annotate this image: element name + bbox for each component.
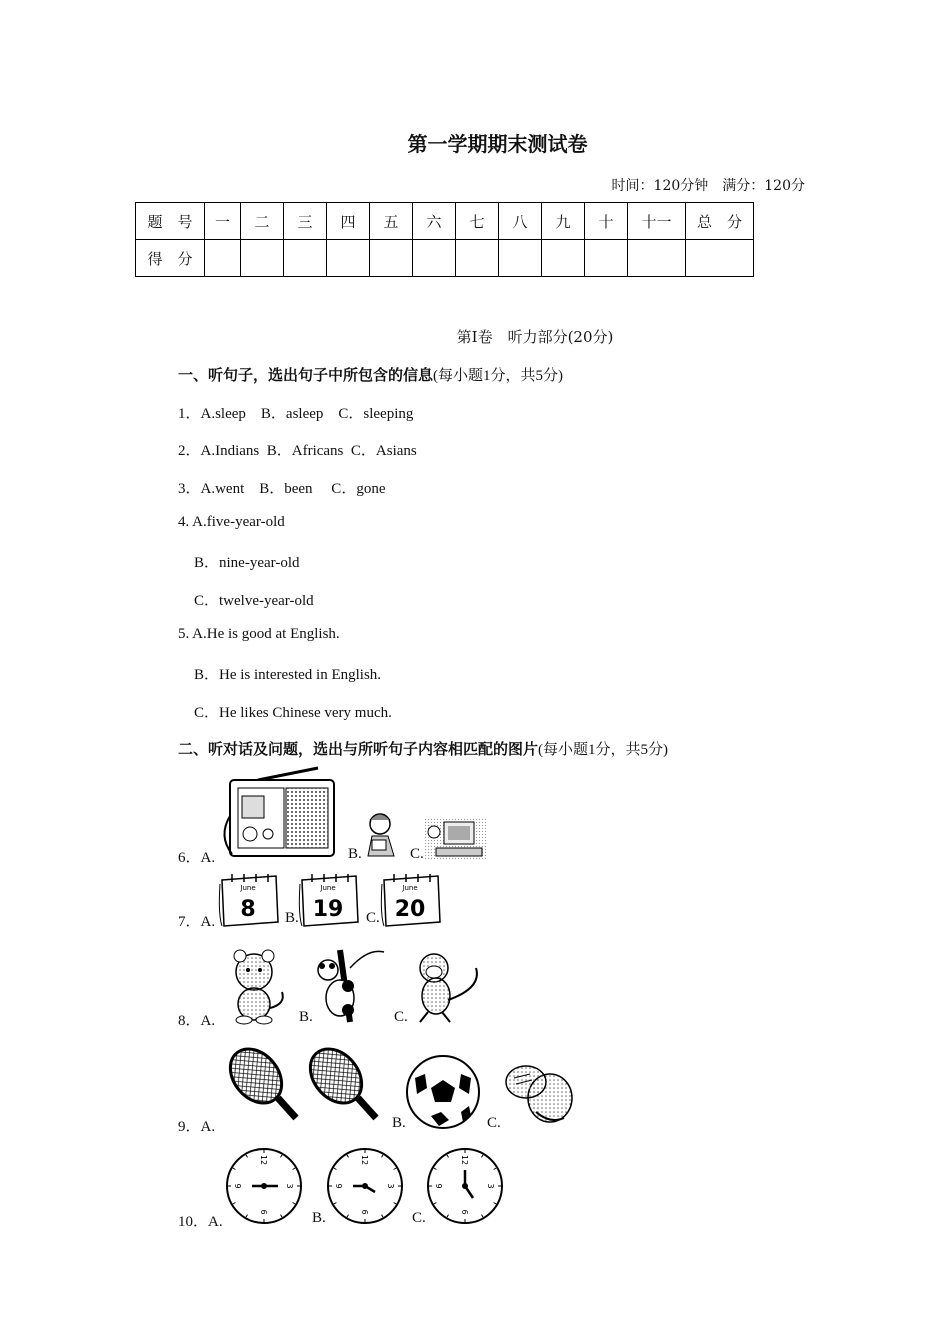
score-header-cell: 十 <box>585 203 628 240</box>
clock-numeral: 6 <box>259 1209 268 1215</box>
calendar-day: 19 <box>312 897 344 922</box>
clock-numeral: 12 <box>259 1154 268 1166</box>
clock-icon[interactable] <box>227 1149 301 1223</box>
clock-icon[interactable] <box>328 1149 402 1223</box>
q7-label-c: C. <box>366 910 380 926</box>
calendar-day: 8 <box>240 897 256 922</box>
clock-numeral: 12 <box>460 1154 469 1166</box>
calendar-month: June <box>240 884 256 892</box>
q6-label-a: 6．A. <box>178 850 216 866</box>
q6-label-c: C. <box>410 846 424 862</box>
score-header-cell: 八 <box>499 203 542 240</box>
score-header-cell: 三 <box>284 203 327 240</box>
score-header-cell: 题 号 <box>136 203 205 240</box>
calendar-month: June <box>320 884 336 892</box>
q9-label-a: 9．A. <box>178 1119 216 1135</box>
part1-heading-text: 一、听句子，选出句子中所包含的信息 <box>178 366 434 384</box>
clock-numeral: 9 <box>334 1183 343 1189</box>
question-line: 2．A.Indians B．Africans C．Asians <box>178 443 417 459</box>
score-header-cell: 五 <box>370 203 413 240</box>
q10-label-a: 10．A. <box>178 1214 223 1230</box>
question-line: B．nine-year-old <box>194 555 300 571</box>
score-header-cell: 四 <box>327 203 370 240</box>
question-line: 5. A.He is good at English. <box>178 626 340 642</box>
score-row-label: 得 分 <box>136 240 205 277</box>
score-header-cell: 六 <box>413 203 456 240</box>
q8-label-c: C. <box>394 1009 408 1025</box>
q7-label-a: 7．A. <box>178 914 216 930</box>
clock-numeral: 6 <box>460 1209 469 1215</box>
q6-label-b: B. <box>348 846 362 862</box>
clock-icon[interactable] <box>428 1149 502 1223</box>
score-header-cell: 七 <box>456 203 499 240</box>
q7-label-b: B. <box>285 910 299 926</box>
question-line: 4. A.five-year-old <box>178 514 285 530</box>
clock-numeral: 9 <box>434 1183 443 1189</box>
score-header-cell: 总 分 <box>686 203 754 240</box>
clock-numeral: 6 <box>360 1209 369 1215</box>
page-title: 第一学期期末测试卷 <box>407 132 588 156</box>
score-header-cell: 二 <box>241 203 284 240</box>
clock-numeral: 12 <box>360 1154 369 1166</box>
question-line: C．He likes Chinese very much. <box>194 705 392 721</box>
calendar-day: 20 <box>394 897 426 922</box>
part1-note: (每小题1分，共5分) <box>433 368 564 384</box>
question-line: 1．A.sleep B．asleep C．sleeping <box>178 406 414 422</box>
q9-label-c: C. <box>487 1115 501 1131</box>
score-header-cell: 十一 <box>628 203 686 240</box>
clock-numeral: 3 <box>285 1183 294 1189</box>
question-line: B．He is interested in English. <box>194 667 382 683</box>
q10-label-b: B. <box>312 1210 326 1226</box>
q9-label-b: B. <box>392 1115 406 1131</box>
clock-numeral: 3 <box>386 1183 395 1189</box>
q10-label-c: C. <box>412 1210 426 1226</box>
part2-heading-text: 二、听对话及问题，选出与所听句子内容相匹配的图片 <box>178 740 539 758</box>
score-header-cell: 一 <box>205 203 241 240</box>
score-header-cell: 九 <box>542 203 585 240</box>
q8-label-a: 8．A. <box>178 1013 216 1029</box>
clock-numeral: 3 <box>486 1183 495 1189</box>
question-line: C．twelve-year-old <box>194 593 314 609</box>
exam-meta: 时间：120分钟 满分：120分 <box>611 178 805 194</box>
calendar-month: June <box>402 884 418 892</box>
section-title: 第Ⅰ卷 听力部分(20分) <box>456 328 614 346</box>
part2-note: (每小题1分，共5分) <box>538 742 669 758</box>
clock-numeral: 9 <box>233 1183 242 1189</box>
q8-label-b: B. <box>299 1009 313 1025</box>
question-line: 3．A.went B．been C．gone <box>178 481 386 497</box>
